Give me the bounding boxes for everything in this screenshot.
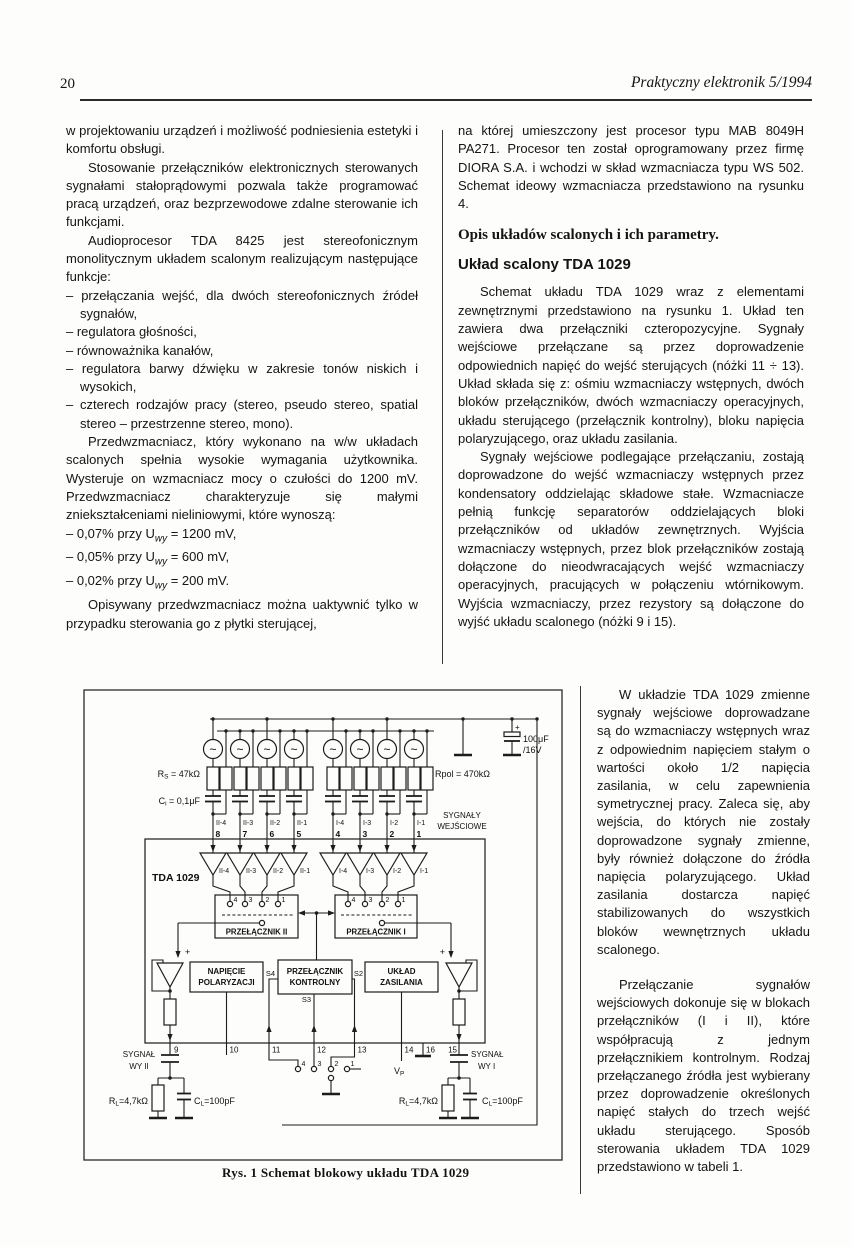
left-column	[66, 122, 418, 633]
rl-label: RL=4,7kΩ	[108, 1096, 148, 1108]
spec-text: – 0,07% przy U	[66, 525, 155, 541]
resistor-rl-icon	[152, 1085, 164, 1111]
spec-text: – 0,02% przy U	[66, 573, 155, 589]
resistor-rpol-icon	[274, 767, 286, 790]
spec-subscript: wy	[154, 557, 168, 569]
arrow-down-icon	[237, 845, 242, 852]
resistor-rpol-icon	[220, 767, 232, 790]
resistor-rs-icon	[327, 767, 339, 790]
input-label: II-4	[216, 820, 227, 827]
resistor-rpol-icon	[301, 767, 313, 790]
output1-label: SYGNAŁ	[471, 1050, 504, 1059]
right-column	[458, 122, 804, 631]
paragraph: Audioprocesor TDA 8425 jest stereofonicznym monolitycznym układem scalonym realizującym następujące funkcje:	[66, 232, 418, 285]
cap-value-label: 100μF	[523, 734, 549, 744]
opamp-triangle-icon	[446, 963, 472, 987]
paragraph: na której umieszczony jest procesor typu MAB 8049H PA271. Procesor ten został oprogramowany przez firmę DIORA S.A. i wchodzi w skład wzmacniacza typu WS 502. Schemat ideowy wzmacniacza przedstawiono na rysunku 4.	[458, 123, 804, 212]
spec-subscript: wy	[154, 533, 168, 545]
spec-text: = 200 mV.	[167, 573, 230, 589]
list-item: – regulatora barwy dźwięku w zakresie tonów niskich i wysokich,	[66, 360, 418, 395]
spec-text: = 600 mV,	[167, 549, 230, 565]
svg-text:~: ~	[356, 742, 364, 757]
channel-II-3	[227, 729, 259, 901]
contact-number: 1	[281, 897, 286, 904]
spec-text: – 0,05% przy U	[66, 549, 155, 565]
arrow-down-icon	[264, 845, 269, 852]
section-heading: Opis układów scalonych i ich parametry.	[458, 227, 719, 244]
pin-number: 1	[416, 829, 422, 839]
pin-number: 10	[229, 1045, 239, 1055]
svg-text:~: ~	[290, 742, 298, 757]
contact-number: 2	[265, 897, 270, 904]
cl-label: CL=100pF	[482, 1096, 523, 1108]
plus-label: +	[185, 947, 191, 957]
pin-number: 2	[389, 829, 395, 839]
pin-number: 3	[362, 829, 368, 839]
bias-label: POLARYZACJI	[198, 978, 255, 987]
resistor-icon	[453, 999, 465, 1025]
svg-text:~: ~	[263, 742, 271, 757]
resistor-rs-icon	[354, 767, 366, 790]
arrow-down-icon	[456, 1034, 461, 1041]
paragraph: Sygnały wejściowe podlegające przełączaniu, zostają doprowadzone do wejść wzmacniaczy wstępnych przez kondensatory oddzielając składowe stałe. Wzmacniacze pełnią funkcję separatorów oddzielających bloki przełączników od układów zewnętrznych. Wyjścia wzmacniaczy wstępnych, przez blok przełączników zostają dołączone do nieodwracających wejść wzmacniaczy operacyjnych, pracujących w połączeniu wtórnikowym. Wyjścia wzmacniaczy, przez rezystory są dołączone do wyjść układu scalonego (nóżki 9 i 15).	[458, 449, 804, 629]
output2-label: SYGNAŁ	[122, 1050, 156, 1059]
channel-II-4	[200, 717, 232, 901]
distortion-spec	[66, 572, 418, 596]
svg-text:~: ~	[329, 742, 337, 757]
arrow-down-icon	[357, 845, 362, 852]
arrow-down-icon	[330, 845, 335, 852]
control-label: KONTROLNY	[289, 978, 341, 987]
resistor-rs-icon	[381, 767, 393, 790]
svg-text:~: ~	[410, 742, 418, 757]
resistor-rs-icon	[234, 767, 246, 790]
cap-polarity-label: +	[515, 723, 520, 732]
list-item: – przełączania wejść, dla dwóch stereofonicznych źródeł sygnałów,	[66, 287, 418, 321]
paragraph: Opisywany przedwzmacniacz można uaktywnić tylko w przypadku sterowania go z płytki sterującej,	[66, 597, 418, 631]
svg-text:~: ~	[383, 742, 391, 757]
pin-number: 15	[448, 1045, 457, 1055]
page-number: 20	[60, 76, 75, 92]
input-label: I-1	[417, 820, 426, 827]
arrow-up-icon	[352, 1025, 357, 1032]
arrow-down-icon	[384, 845, 389, 852]
input-label: I-4	[336, 820, 345, 827]
contact-number: 3	[248, 897, 253, 904]
contact-number: 1	[350, 1061, 355, 1068]
resistor-rpol-icon	[247, 767, 259, 790]
wiper-contact	[379, 920, 384, 925]
pin-number: 13	[357, 1045, 367, 1055]
output-network-right	[399, 1050, 524, 1118]
control-block	[278, 960, 352, 994]
bias-label: NAPIĘCIE	[207, 967, 246, 976]
resistor-rs-icon	[207, 767, 219, 790]
contact-number: 4	[351, 897, 356, 904]
arrow-right-icon	[328, 910, 335, 915]
vp-label: VP	[394, 1066, 405, 1078]
contact-number: 2	[385, 897, 390, 904]
s2-label: S2	[353, 969, 364, 978]
channel-I-3	[347, 729, 379, 901]
list-item: – czterech rodzajów pracy (stereo, pseudo stereo, spatial stereo – przestrzenne stereo, mono).	[66, 397, 418, 431]
input-label: II-1	[297, 820, 308, 827]
arrow-down-icon	[210, 845, 215, 852]
rl-label: RL=4,7kΩ	[398, 1096, 438, 1108]
subsection-heading: Układ scalony TDA 1029	[458, 256, 631, 274]
journal-title: Praktyczny elektronik 5/1994	[630, 74, 812, 91]
pin-number: 7	[242, 829, 248, 839]
side-column	[597, 686, 810, 1176]
arrow-up-icon	[266, 1025, 271, 1032]
resistor-rpol-icon	[421, 767, 433, 790]
resistor-rs-icon	[408, 767, 420, 790]
input-label: II-2	[270, 820, 281, 827]
bottom-pin-labels	[174, 1046, 458, 1055]
contact-number: 4	[233, 897, 238, 904]
contact-number: 1	[401, 897, 406, 904]
pin-number: 16	[426, 1045, 435, 1055]
distortion-spec	[66, 548, 418, 572]
input-signals-label: WEJŚCIOWE	[437, 822, 487, 831]
pin-number: 6	[269, 829, 275, 839]
list-item: – równoważnika kanałów,	[66, 342, 214, 358]
arrow-left-icon	[298, 910, 305, 915]
spec-subscript: wy	[154, 580, 168, 592]
pin-number: 14	[404, 1045, 414, 1055]
bias-block	[190, 962, 263, 992]
switch-block-1	[335, 895, 417, 938]
resistor-rpol-icon	[340, 767, 352, 790]
opamp-triangle-icon	[157, 963, 183, 987]
output1-label: WY I	[478, 1062, 496, 1071]
paragraph: Stosowanie przełączników elektronicznych sterowanych sygnałami stałoprądowymi pozwala także programować pracą urządzeń, oraz bezprzewodowe zdalne sterowanie ich funkcjami.	[66, 159, 418, 230]
amp-label: II-1	[300, 868, 311, 875]
distortion-spec	[66, 525, 418, 549]
contact-number: 2	[334, 1061, 339, 1068]
switch-block-2	[215, 895, 298, 938]
list-item: – regulatora głośności,	[66, 324, 197, 340]
resistor-icon	[164, 999, 176, 1025]
resistor-rs-icon	[288, 767, 300, 790]
ci-label: Ci = 0,1μF	[158, 796, 200, 808]
ic-block	[145, 839, 485, 1043]
resistor-rpol-icon	[394, 767, 406, 790]
channel-I-1	[398, 729, 433, 901]
arrow-down-icon	[175, 951, 180, 958]
input-signals-label: SYGNAŁY	[443, 811, 481, 820]
power-label: UKŁAD	[387, 967, 416, 976]
output2-label: WY II	[129, 1062, 149, 1071]
contact-number: 4	[301, 1061, 306, 1068]
resistor-rpol-icon	[367, 767, 379, 790]
channel-I-2	[374, 717, 406, 901]
output-network-left	[109, 1050, 236, 1118]
control-label: PRZEŁĄCZNIK	[286, 967, 344, 976]
control-link	[298, 910, 335, 960]
rs-label: RS = 47kΩ	[157, 769, 200, 781]
pin-number: 9	[174, 1045, 179, 1055]
wiper-contact	[259, 920, 264, 925]
switch2-label: PRZEŁĄCZNIK II	[225, 927, 288, 937]
channel-II-1	[278, 729, 313, 901]
figure-caption: Rys. 1 Schemat blokowy układu TDA 1029	[222, 1165, 470, 1180]
svg-text:~: ~	[236, 742, 244, 757]
tda1029-schematic	[82, 684, 570, 1161]
arrow-down-icon	[291, 845, 296, 852]
input-label: I-3	[363, 820, 372, 827]
amp-label: I-2	[393, 868, 402, 875]
resistor-rs-icon	[261, 767, 273, 790]
input-channels	[200, 717, 433, 901]
pin-number: 5	[296, 829, 302, 839]
contact-number: 3	[317, 1061, 322, 1068]
side-column-divider	[580, 686, 581, 1194]
pin-number: 12	[317, 1045, 326, 1055]
amp-label: II-2	[273, 868, 284, 875]
rpol-label: Rpol = 470kΩ	[435, 769, 491, 779]
ic-name-label: TDA 1029	[152, 872, 200, 884]
channel-I-4	[320, 717, 352, 901]
pin-number: 8	[215, 829, 221, 839]
paragraph: w projektowaniu urządzeń i możliwość podniesienia estetyki i komfortu obsługi.	[66, 123, 418, 157]
amp-label: II-4	[219, 868, 230, 875]
header-rule	[80, 99, 812, 101]
wiper-contact	[328, 1075, 333, 1080]
paragraph: Schemat układu TDA 1029 wraz z elementami zewnętrznymi przedstawiono na rysunku 1. Układ ten zawiera dwa przełączniki czteropozycyjne. Sygnały wejściowe przełączane są przez doprowadzenie odpowiednich napięć do wejść sterujących (nóżki 11 ÷ 13). Układ składa się z: ośmiu wzmacniaczy wstępnych, dwóch bloków przełączników, dwóch wzmacniaczy operacyjnych, układu sterującego (przełącznik kontrolny), bloku napięcia polaryzującego, oraz układu zasilania.	[458, 284, 804, 446]
switch1-label: PRZEŁĄCZNIK I	[346, 927, 406, 937]
paragraph: Przełączanie sygnałów wejściowych dokonuje się w blokach przełączników (I i II), które współpracują z jednym przełącznikiem kontrolnym. Rodzaj przełączanego źródła jest wybierany przez doprowadzenie określonych napięć stałych do trzech wejść układu sterującego. Sposób sterowania układem TDA 1029 przedstawiono w tabeli 1.	[597, 977, 810, 1175]
feature-list	[66, 287, 418, 433]
amp-label: II-3	[246, 868, 257, 875]
paragraph: Przedwzmacniacz, który wykonano na w/w układach scalonych spełnia wysokie wymagania użytkownika. Wysteruje on wzmacniacz mocy o czułości do 1200 mV. Przedwzmacniacz charakteryzuje się małymi zniekształceniami nieliniowymi, które wynoszą:	[66, 434, 418, 523]
resistor-rl-icon	[442, 1085, 454, 1111]
channel-II-2	[254, 717, 286, 901]
spec-text: = 1200 mV,	[167, 525, 237, 541]
block-diagram-figure	[82, 684, 570, 1161]
power-block	[365, 962, 438, 992]
pin-number: 11	[272, 1045, 281, 1055]
input-label: I-2	[390, 820, 399, 827]
svg-text:~: ~	[209, 742, 217, 757]
cl-label: CL=100pF	[194, 1096, 235, 1108]
arrow-down-icon	[411, 845, 416, 852]
contact-number: 3	[368, 897, 373, 904]
column-divider	[442, 130, 443, 664]
s4-label: S4	[265, 969, 276, 978]
cap-voltage-label: /16V	[523, 745, 542, 755]
arrow-down-icon	[167, 1034, 172, 1041]
plus-label: +	[439, 947, 445, 957]
amp-label: I-1	[420, 868, 429, 875]
pin-number: 4	[335, 829, 341, 839]
amp-label: I-4	[339, 868, 348, 875]
arrow-down-icon	[448, 951, 453, 958]
paragraph: W układzie TDA 1029 zmienne sygnały wejściowe doprowadzane są do wzmacniaczy wstępnych wraz z odpowiednim napięciem stałym o wartości około 1/2 napięcia zasilania, w celu zapewnienia symetrycznej pracy. Zaleca się, aby wejścia, do których nie zostały doprowadzone sygnały zmienne, były również dołączone do źródła napięcia polaryzującego. Układ zasilania dostarcza napięć stabilizowanych do wszystkich bloków wewnętrznych układu scalonego.	[597, 687, 810, 957]
control-selector	[269, 1043, 361, 1094]
arrow-up-icon	[311, 1025, 316, 1032]
input-label: II-3	[243, 820, 254, 827]
s3-label: S3	[301, 995, 311, 1004]
power-label: ZASILANIA	[380, 978, 423, 987]
amp-label: I-3	[366, 868, 375, 875]
